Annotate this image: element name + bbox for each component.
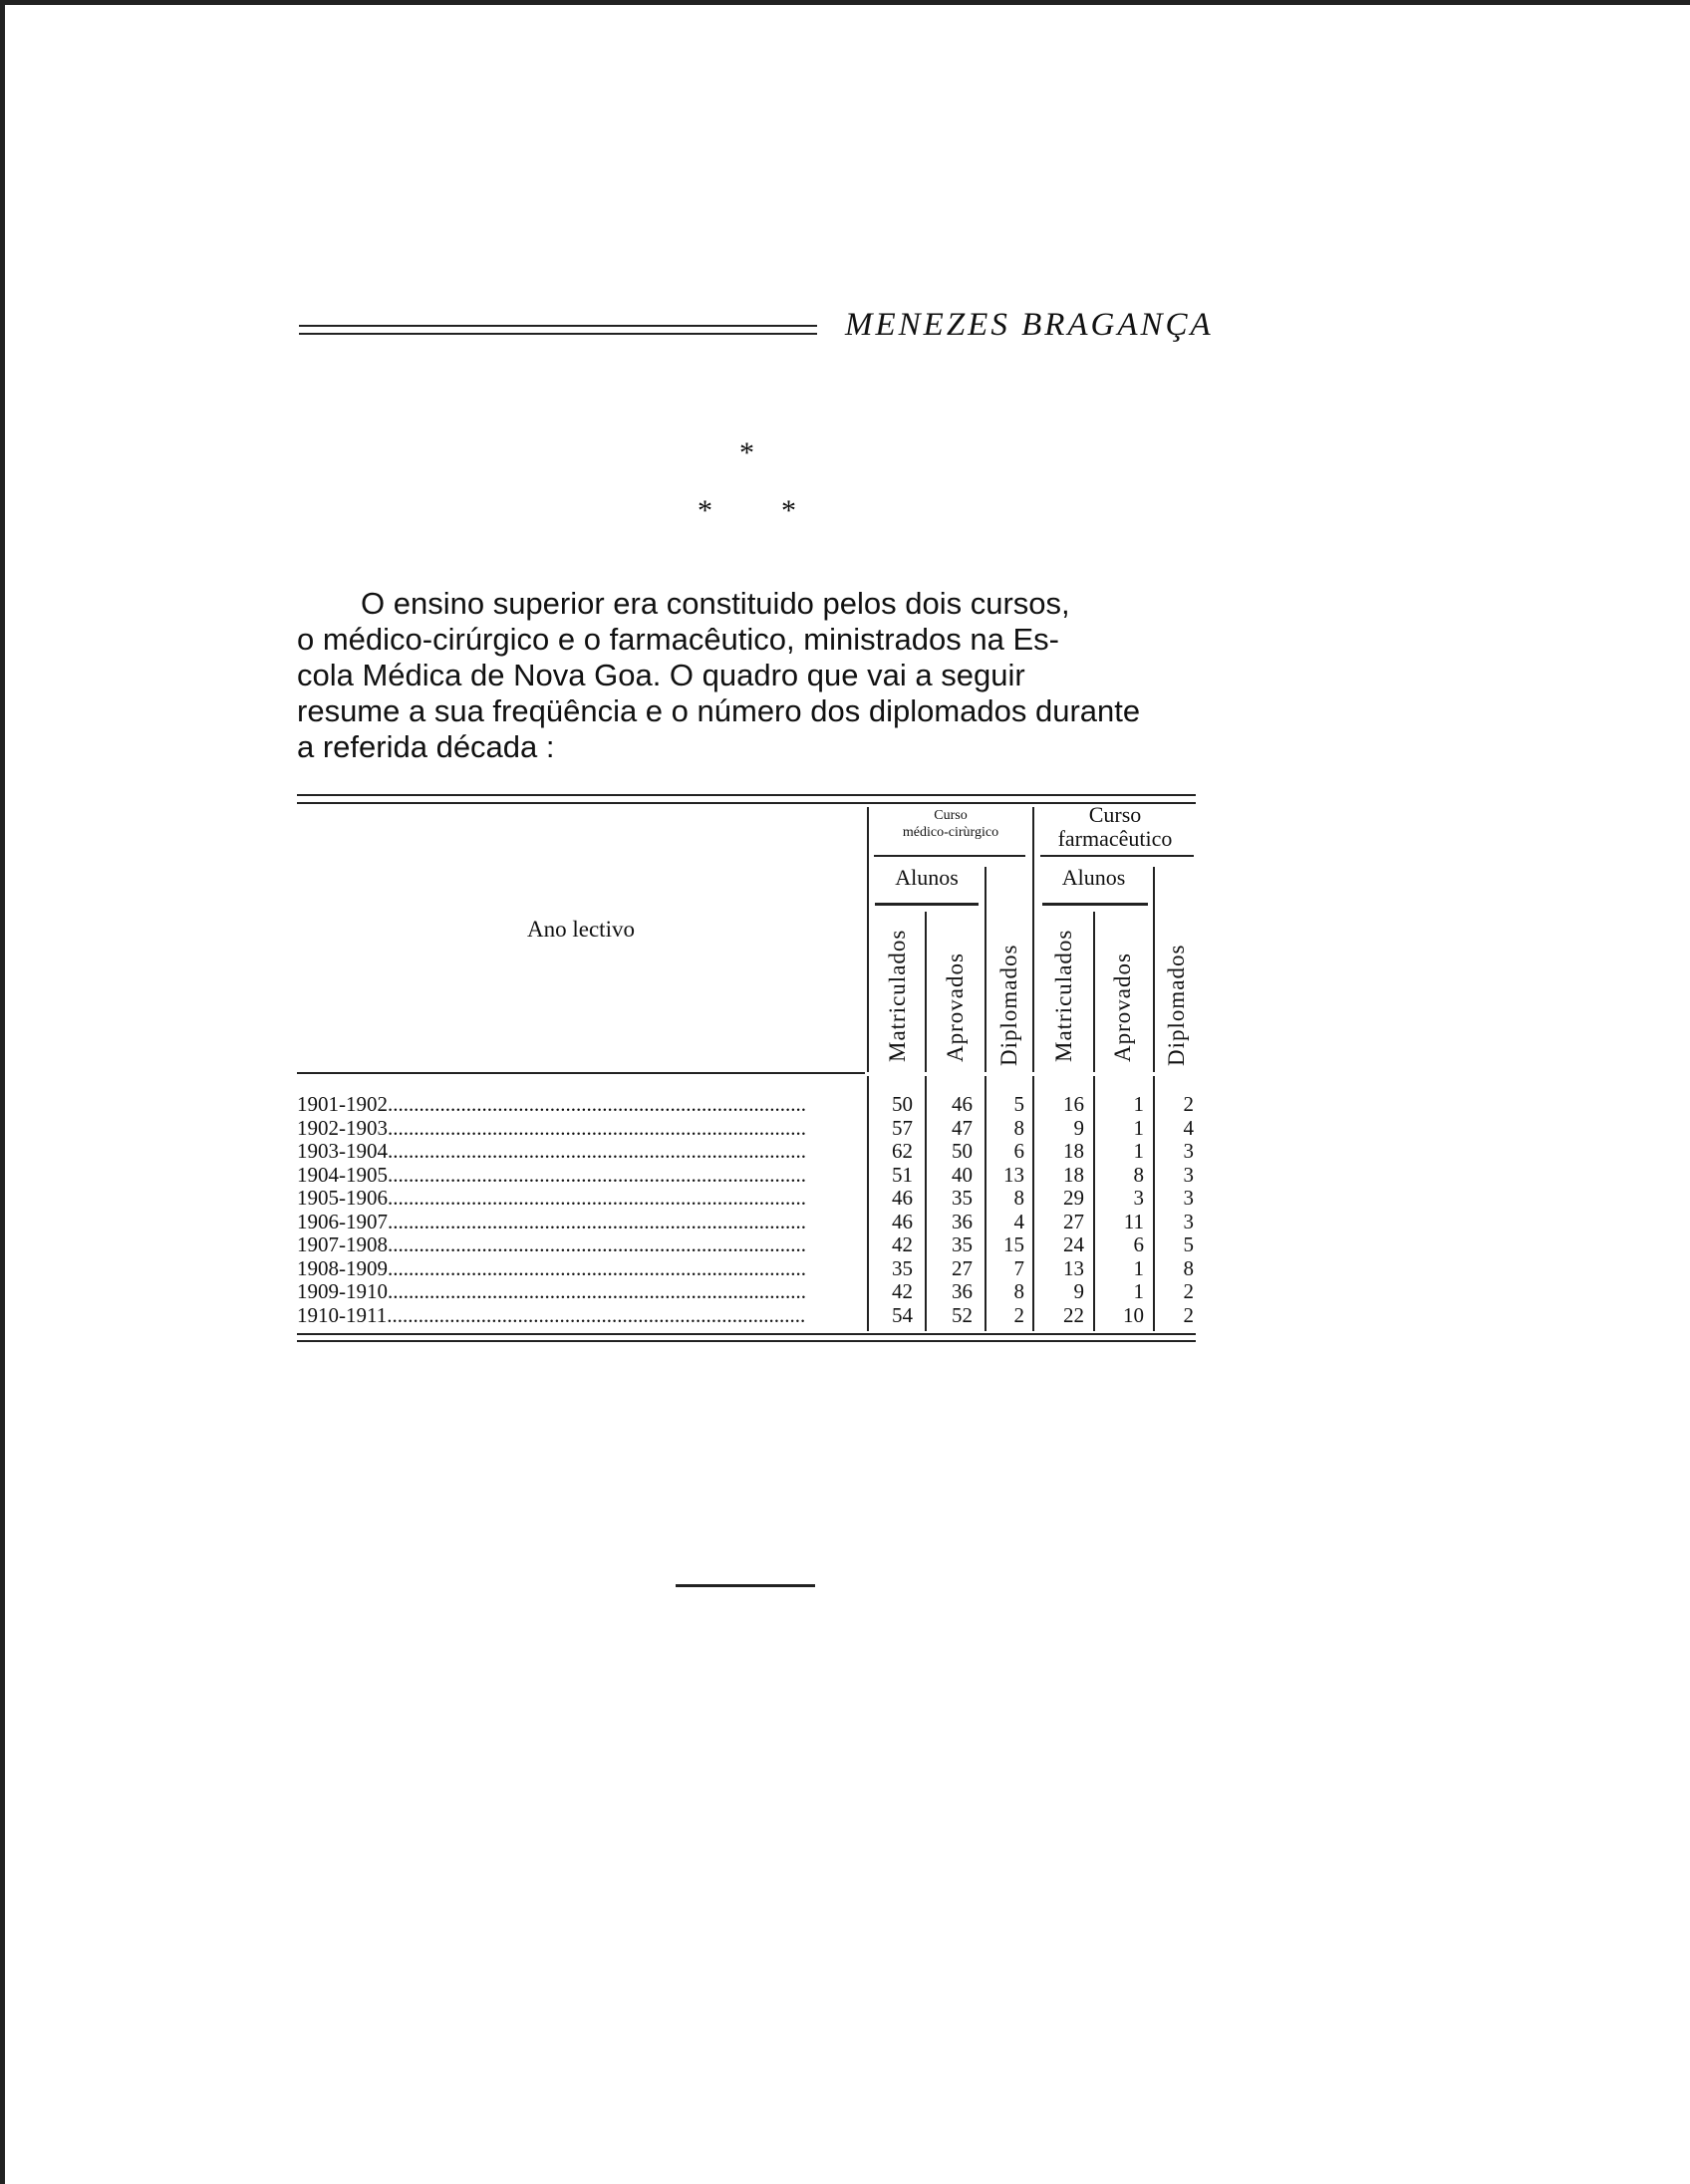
- value-cell: 46: [892, 1186, 913, 1210]
- value-cell: 1: [1133, 1255, 1144, 1280]
- value-cell: 16: [1063, 1092, 1084, 1116]
- group-title-farmaceutico: [1034, 803, 1196, 851]
- leader-dots: ................................................................................: [388, 1255, 806, 1280]
- value-cell: 2: [1183, 1279, 1194, 1303]
- table-row: [297, 1186, 1196, 1210]
- column-divider: [1093, 1076, 1095, 1331]
- value-cell: 5: [1183, 1232, 1194, 1256]
- value-cell: 36: [952, 1279, 973, 1303]
- year-cell: [297, 1186, 855, 1211]
- value-cell: 47: [952, 1115, 973, 1140]
- group-title-medico: [869, 807, 1032, 841]
- value-cell: 24: [1063, 1232, 1084, 1256]
- value-cell: 4: [1183, 1115, 1194, 1140]
- paragraph-line: O ensino superior era constituido pelos dois cursos,: [361, 586, 1070, 621]
- leader-dots: ................................................................................: [388, 1186, 806, 1210]
- year-label: 1902-1903: [297, 1115, 388, 1140]
- value-cell: 27: [1063, 1209, 1084, 1233]
- paragraph-line: cola Médica de Nova Goa. O quadro que vai a seguir: [297, 658, 1025, 692]
- value-cell: 35: [952, 1186, 973, 1210]
- year-label: 1901-1902: [297, 1092, 388, 1116]
- value-cell: 18: [1063, 1162, 1084, 1187]
- leader-dots: ................................................................................: [388, 1139, 806, 1163]
- year-cell: [297, 1116, 855, 1141]
- value-cell: 22: [1063, 1302, 1084, 1327]
- value-cell: 42: [892, 1232, 913, 1256]
- value-cell: 1: [1133, 1279, 1144, 1303]
- value-cell: 3: [1183, 1209, 1194, 1233]
- paragraph-line: resume a sua freqüência e o número dos diplomados durante: [297, 693, 1141, 728]
- value-cell: 8: [1133, 1162, 1144, 1187]
- value-cell: 2: [1183, 1302, 1194, 1327]
- value-cell: 9: [1073, 1279, 1084, 1303]
- value-cell: 1: [1133, 1139, 1144, 1163]
- table-bottom-rule: [297, 1340, 1196, 1342]
- body-paragraph: [297, 586, 1198, 765]
- year-cell: [297, 1210, 855, 1234]
- column-header: Matriculados: [885, 929, 910, 1062]
- value-cell: 1: [1133, 1092, 1144, 1116]
- column-header: Matriculados: [1051, 929, 1076, 1062]
- column-divider: [867, 807, 869, 1072]
- group-rule: [1040, 855, 1194, 857]
- value-cell: 1: [1133, 1115, 1144, 1140]
- leader-dots: ................................................................................: [388, 1162, 806, 1187]
- value-cell: 13: [1003, 1162, 1024, 1187]
- table-row: [297, 1256, 1196, 1280]
- value-cell: 2: [1013, 1302, 1024, 1327]
- column-divider: [867, 1076, 869, 1331]
- value-cell: 42: [892, 1279, 913, 1303]
- alunos-label: Alunos: [895, 865, 959, 890]
- value-cell: 8: [1013, 1186, 1024, 1210]
- value-cell: 6: [1013, 1139, 1024, 1163]
- asterisk: *: [781, 494, 796, 527]
- group-title-line: Curso: [1088, 802, 1142, 827]
- value-cell: 11: [1123, 1209, 1144, 1233]
- asterisk: *: [739, 436, 754, 469]
- year-label: 1908-1909: [297, 1255, 388, 1280]
- value-cell: 10: [1123, 1302, 1144, 1327]
- value-cell: 57: [892, 1115, 913, 1140]
- year-cell: [297, 1303, 855, 1328]
- value-cell: 3: [1133, 1186, 1144, 1210]
- year-cell: [297, 1163, 855, 1188]
- table-row: [297, 1279, 1196, 1303]
- column-divider: [925, 912, 927, 1072]
- scan-border-left: [0, 0, 5, 2184]
- year-label: 1909-1910: [297, 1279, 388, 1303]
- value-cell: 62: [892, 1139, 913, 1163]
- column-header: Diplomados: [996, 944, 1021, 1066]
- table-row: [297, 1232, 1196, 1256]
- table-row: [297, 1163, 1196, 1187]
- alunos-brace: [1042, 903, 1148, 906]
- column-header: Aprovados: [943, 953, 968, 1062]
- year-label: 1904-1905: [297, 1162, 388, 1187]
- value-cell: 50: [952, 1139, 973, 1163]
- table-row: [297, 1139, 1196, 1163]
- leader-dots: ................................................................................: [388, 1232, 806, 1256]
- leader-dots: ................................................................................: [388, 1092, 806, 1116]
- value-cell: 40: [952, 1162, 973, 1187]
- value-cell: 8: [1183, 1255, 1194, 1280]
- value-cell: 35: [892, 1255, 913, 1280]
- value-cell: 3: [1183, 1186, 1194, 1210]
- year-label: 1907-1908: [297, 1232, 388, 1256]
- value-cell: 5: [1013, 1092, 1024, 1116]
- group-title-line: farmacêutico: [1057, 826, 1173, 851]
- table-row: [297, 1303, 1196, 1327]
- column-header: Diplomados: [1164, 944, 1189, 1066]
- scan-border-top: [0, 0, 1690, 5]
- leader-dots: ................................................................................: [388, 1115, 806, 1140]
- year-header: Ano lectivo: [527, 917, 635, 942]
- value-cell: 15: [1003, 1232, 1024, 1256]
- year-label: 1906-1907: [297, 1209, 388, 1233]
- alunos-brace: [875, 903, 979, 906]
- value-cell: 18: [1063, 1139, 1084, 1163]
- column-divider: [1153, 1076, 1155, 1331]
- paragraph-line: o médico-cirúrgico e o farmacêutico, ministrados na Es-: [297, 622, 1059, 657]
- group-title-line: médico-cirùrgico: [902, 825, 999, 840]
- value-cell: 52: [952, 1302, 973, 1327]
- value-cell: 50: [892, 1092, 913, 1116]
- leader-dots: ................................................................................: [388, 1279, 806, 1303]
- table-row: [297, 1210, 1196, 1233]
- value-cell: 7: [1013, 1255, 1024, 1280]
- group-title-line: Curso: [934, 808, 968, 823]
- year-cell: [297, 1092, 855, 1117]
- year-cell: [297, 1256, 855, 1281]
- column-divider: [985, 1076, 986, 1331]
- value-cell: 51: [892, 1162, 913, 1187]
- value-cell: 27: [952, 1255, 973, 1280]
- column-divider: [1032, 1076, 1034, 1331]
- column-divider: [985, 867, 986, 1072]
- value-cell: 3: [1183, 1162, 1194, 1187]
- column-divider: [1093, 912, 1095, 1072]
- paragraph-line: a referida década :: [297, 729, 555, 764]
- value-cell: 29: [1063, 1186, 1084, 1210]
- value-cell: 8: [1013, 1115, 1024, 1140]
- value-cell: 35: [952, 1232, 973, 1256]
- year-label: 1903-1904: [297, 1139, 388, 1163]
- value-cell: 46: [892, 1209, 913, 1233]
- column-divider: [1153, 867, 1155, 1072]
- end-rule: [676, 1584, 815, 1587]
- table-bottom-rule: [297, 1333, 1196, 1335]
- year-cell: [297, 1139, 855, 1164]
- year-label: 1910-1911: [297, 1302, 388, 1327]
- column-divider: [925, 1076, 927, 1331]
- value-cell: 46: [952, 1092, 973, 1116]
- value-cell: 36: [952, 1209, 973, 1233]
- table-row: [297, 1092, 1196, 1116]
- running-head: MENEZES BRAGANÇA: [845, 307, 1214, 343]
- group-rule: [874, 855, 1025, 857]
- value-cell: 9: [1073, 1115, 1084, 1140]
- alunos-label: Alunos: [1061, 865, 1126, 890]
- value-cell: 13: [1063, 1255, 1084, 1280]
- column-header: Aprovados: [1110, 953, 1135, 1062]
- header-rule: [299, 325, 817, 335]
- asterisk: *: [698, 494, 712, 527]
- header-bottom-rule: [297, 1072, 865, 1074]
- table-top-rule: [297, 794, 1196, 796]
- leader-dots: ................................................................................: [387, 1302, 806, 1327]
- value-cell: 4: [1013, 1209, 1024, 1233]
- year-cell: [297, 1279, 855, 1304]
- table-row: [297, 1116, 1196, 1140]
- year-cell: [297, 1232, 855, 1257]
- value-cell: 2: [1183, 1092, 1194, 1116]
- year-label: 1905-1906: [297, 1186, 388, 1210]
- value-cell: 8: [1013, 1279, 1024, 1303]
- value-cell: 54: [892, 1302, 913, 1327]
- value-cell: 6: [1133, 1232, 1144, 1256]
- value-cell: 3: [1183, 1139, 1194, 1163]
- leader-dots: ................................................................................: [388, 1209, 806, 1233]
